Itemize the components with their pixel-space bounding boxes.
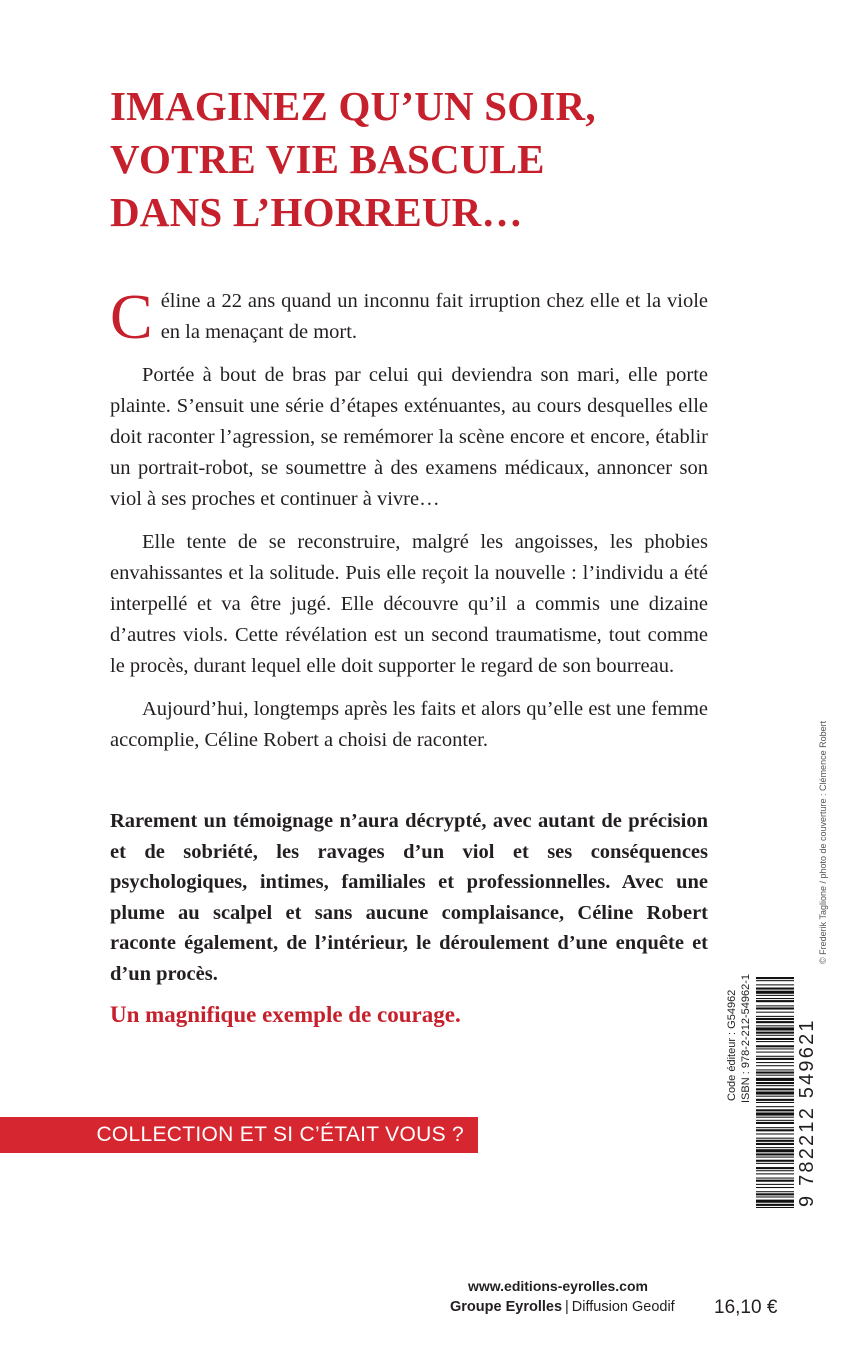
photo-credit: © Frederik Taglione / photo de couverture : Clémence Robert	[818, 720, 828, 964]
publisher-group: Groupe Eyrolles	[450, 1299, 563, 1315]
summary-blurb: Rarement un témoignage n’aura décrypté, avec autant de précision et de sobriété, les ravages d’un viol et ses conséquences psychologiques, intimes, familiales et professionnelles. Avec une plume au scalpel et sans aucune complaisance, Céline Robert raconte également, de l’intérieur, le déroulement d’une enquête et d’un procès.	[110, 810, 708, 985]
publisher-line	[450, 1299, 675, 1315]
tagline: Un magnifique exemple de courage.	[110, 1002, 461, 1027]
synopsis	[110, 281, 708, 768]
headline	[110, 80, 730, 239]
paragraph-1	[110, 281, 708, 352]
distributor: Diffusion Geodif	[571, 1299, 675, 1315]
publisher-code: Code éditeur : G54962	[726, 989, 738, 1101]
isbn: ISBN : 978-2-212-54962-1	[740, 973, 752, 1103]
headline-line-2: VOTRE VIE BASCULE	[110, 136, 545, 182]
barcode-block	[724, 975, 816, 1209]
barcode-digits: 9 782212 549621	[796, 1018, 818, 1207]
paragraph-4: Aujourd’hui, longtemps après les faits et alors qu’elle est une femme accomplie, Céline Robert a choisi de raconter.	[110, 698, 708, 751]
paragraph-2: Portée à bout de bras par celui qui deviendra son mari, elle porte plainte. S’ensuit une série d’étapes exténuantes, au cours desquelles elle doit raconter l’agression, se remémorer la scène encore et encore, établir un portrait-robot, se soumettre à des examens médicaux, annoncer son viol à ses proches et continuer à vivre…	[110, 364, 708, 510]
drop-cap: C	[110, 281, 153, 352]
publisher-separator: |	[565, 1299, 569, 1315]
paragraph-3: Elle tente de se reconstruire, malgré les angoisses, les phobies envahissantes et la solitude. Puis elle reçoit la nouvelle : l’individu a été interpellé et va être jugé. Elle découvre qu’il a commis une dizaine d’autres viols. Cette révélation est un second traumatisme, tout comme le procès, durant lequel elle doit supporter le regard de son bourreau.	[110, 531, 708, 677]
headline-line-3: DANS L’HORREUR…	[110, 189, 523, 235]
price: 16,10 €	[714, 1297, 778, 1318]
headline-line-1: IMAGINEZ QU’UN SOIR,	[110, 83, 596, 129]
collection-banner: COLLECTION ET SI C’ÉTAIT VOUS ?	[0, 1117, 478, 1153]
barcode-icon	[756, 975, 796, 1209]
publisher-website: www.editions-eyrolles.com	[468, 1278, 648, 1294]
paragraph-1-text: éline a 22 ans quand un inconnu fait irruption chez elle et la viole en la menaçant de mort.	[160, 290, 708, 343]
